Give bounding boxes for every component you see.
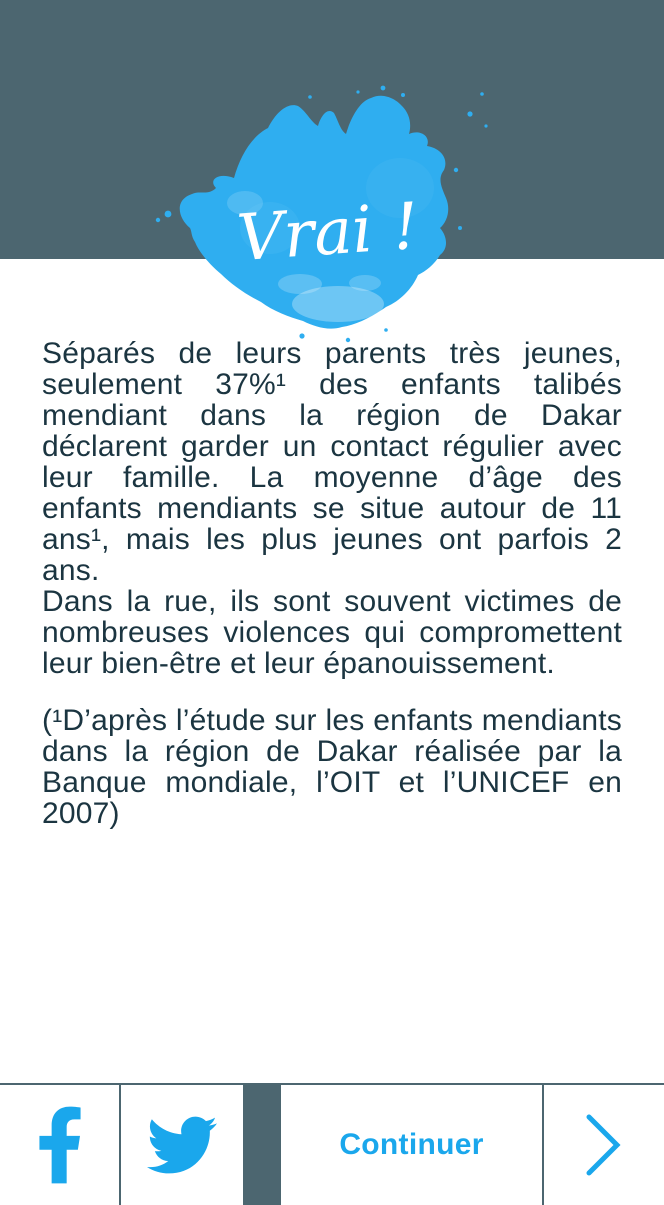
- watercolor-splash-icon: [150, 78, 510, 350]
- continue-button-label: Continuer: [339, 1128, 484, 1161]
- body-paragraph-main: Séparés de leurs parents très jeunes, seulement 37%¹ des enfants talibés mendiant dans la région de Dakar déclarent garder un contact régulier avec leur famille. La moyenne d’âge des enfants mendiants se situe autour de 11 ans¹, mais les plus jeunes ont parfois 2 ans.: [42, 337, 622, 587]
- splash-blob: [150, 78, 510, 350]
- facebook-share-button[interactable]: [0, 1085, 119, 1205]
- answer-explanation: [42, 338, 622, 829]
- verdict-text: Vrai !: [234, 189, 422, 277]
- twitter-icon: [141, 1110, 223, 1180]
- chevron-right-icon: [585, 1113, 623, 1177]
- next-button[interactable]: [544, 1085, 664, 1205]
- twitter-share-button[interactable]: [121, 1085, 243, 1205]
- continue-button[interactable]: [281, 1085, 542, 1205]
- body-paragraph-footnote: (¹D’après l’étude sur les enfants mendiants dans la région de Dakar réalisée par la Banque mondiale, l’OIT et l’UNICEF en 2007): [42, 704, 622, 830]
- footer-dark-spacer: [243, 1085, 281, 1205]
- body-paragraph-secondary: Dans la rue, ils sont souvent victimes de nombreuses violences qui compromettent leur bien-être et leur épanouissement.: [42, 585, 622, 680]
- facebook-icon: [36, 1106, 84, 1184]
- footer-action-bar: [0, 1083, 664, 1205]
